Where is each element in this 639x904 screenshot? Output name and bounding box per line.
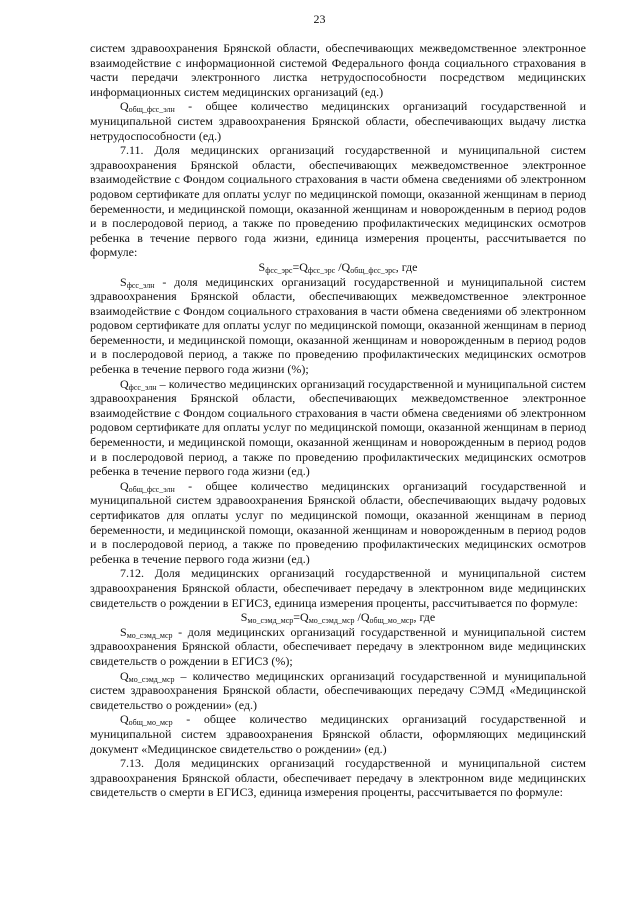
text-run: - доля медицинских организаций государственной и муниципальной систем здравоохранения Брянской области, обеспечивающих межведомственное электронное взаимодействие с Фондом социального страхования в части обмена сведениями об электронном родовом сертификате для оплаты услуг по медицинской помощи, оказанной женщинам в период беременности, и медицинской помощи, оказанной женщинам и новорожденным в период родов и в послеродовой период, а также по проведению профилактических медицинских осмотров ребенка в течение первого года жизни (%); xyxy=(90,274,586,377)
paragraph xyxy=(90,275,586,377)
text-run: , где xyxy=(395,259,418,274)
paragraph xyxy=(90,377,586,479)
text-run: – количество медицинских организаций государственной и муниципальной систем здравоохранения Брянской области, обеспечивающих межведомственное электронное взаимодействие с Фондом социального страхования в части обмена сведениями об электронном родовом сертификате для оплаты услуг по медицинской помощи, оказанной женщинам в период беременности, и медицинской помощи, оказанной женщинам и новорожденным в период родов и в послеродовой период, а также по проведению профилактических медицинских осмотров ребенка в течение первого года жизни (ед.) xyxy=(90,376,586,479)
text-run: Q xyxy=(120,478,129,493)
text-run: Q xyxy=(120,668,129,683)
subscript: общ_фсс_элн xyxy=(128,484,175,494)
text-run: S xyxy=(120,624,127,639)
text-run: /Q xyxy=(335,259,351,274)
text-run: Q xyxy=(120,712,129,727)
text-run: , где xyxy=(413,610,436,625)
subscript: общ_фсс_эрс xyxy=(350,265,396,275)
subscript: мо_сэмд_мср xyxy=(126,630,173,640)
text-run: - общее количество медицинских организаций государственной и муниципальной систем здравоохранения Брянской области, обеспечивающих выдачу родовых сертификатов для оплаты услуг по медицинской помощи, оказанной женщинам в период беременности, и медицинской помощи, оказанной женщинам и новорожденным в период родов и в послеродовой период, а также по проведению профилактических медицинских осмотров ребенка в течение первого года жизни (ед.) xyxy=(90,478,586,566)
subscript: фсс_эрс xyxy=(265,265,293,275)
paragraph xyxy=(90,625,586,669)
text-run: - общее количество медицинских организаций государственной и муниципальной систем здравоохранения Брянской области, обеспечивающих выдачу листка нетрудоспособности (ед.) xyxy=(90,99,586,143)
subscript: мо_сэмд_мср xyxy=(308,616,355,626)
text-run: Q xyxy=(120,376,129,391)
paragraph xyxy=(90,479,586,567)
text-run: /Q xyxy=(354,610,370,625)
paragraph xyxy=(90,669,586,713)
text-run: S xyxy=(258,259,266,274)
subscript: фсс_эрс xyxy=(307,265,336,275)
subscript: общ_мо_мср xyxy=(128,718,173,728)
text-run: 7.11. Доля медицинских организаций государственной и муниципальной систем здравоохранения Брянской области, обеспечивающих межведомственное электронное взаимодействие с Фондом социального страхования в части обмена сведениями об электронном родовом сертификате для оплаты услуг по медицинской помощи, оказанной женщинам в период беременности, и медицинской помощи, оказанной женщинам и новорожденным в период родов и в послеродовой период, а также по проведению профилактических медицинских осмотров ребенка в течение первого года жизни, единица измерения проценты, рассчитывается по формуле: xyxy=(90,143,586,260)
formula xyxy=(90,610,586,625)
subscript: фсс_элн xyxy=(126,280,155,290)
text-run: 7.12. Доля медицинских организаций государственной и муниципальной систем здравоохранения Брянской области, обеспечивает передачу в электронном виде медицинских свидетельств о рождении в ЕГИСЗ, единица измерения проценты, рассчитывается по формуле: xyxy=(90,566,586,610)
text-run: - доля медицинских организаций государственной и муниципальной систем здравоохранения Брянской области, обеспечивает передачу в электронном виде медицинских свидетельств о рождении в ЕГИСЗ (%); xyxy=(90,624,586,668)
text-run: Q xyxy=(120,99,129,114)
text-run: 7.13. Доля медицинских организаций государственной и муниципальной систем здравоохранения Брянской области, обеспечивает передачу в электронном виде медицинских свидетельств о смерти в ЕГИСЗ, единица измерения проценты, рассчитывается по формуле: xyxy=(90,756,586,800)
formula xyxy=(90,260,586,275)
paragraph xyxy=(90,712,586,756)
text-run: =Q xyxy=(293,610,309,625)
subscript: фсс_элн xyxy=(128,382,157,392)
subscript: общ_фсс_элн xyxy=(128,105,175,115)
subscript: мо_сэмд_мср xyxy=(128,674,175,684)
text-run: S xyxy=(120,274,127,289)
paragraph xyxy=(90,566,586,610)
text-run: – количество медицинских организаций государственной и муниципальной систем здравоохранения Брянской области, обеспечивающих передачу СЭМД «Медицинской свидетельство о рождении» (ед.) xyxy=(90,668,586,712)
text-run: - общее количество медицинских организаций государственной и муниципальной систем здравоохранения Брянской области, оформляющих медицинский документ «Медицинское свидетельство о рождении» (ед.) xyxy=(90,712,586,756)
paragraph xyxy=(90,41,586,99)
page-number: 23 xyxy=(313,12,326,26)
text-run: S xyxy=(240,610,248,625)
paragraph xyxy=(90,143,586,260)
document-body xyxy=(90,41,586,800)
text-run: систем здравоохранения Брянской области, обеспечивающих межведомственное электронное взаимодействие с информационной системой Федерального фонда социального страхования в части передачи электронного листка нетрудоспособности посредством медицинских информационных систем медицинских организаций (ед.) xyxy=(90,41,586,99)
text-run: =Q xyxy=(292,259,308,274)
paragraph xyxy=(90,99,586,143)
subscript: мо_сэмд_мср xyxy=(247,616,294,626)
paragraph xyxy=(90,756,586,800)
subscript: общ_мо_мср xyxy=(369,616,414,626)
